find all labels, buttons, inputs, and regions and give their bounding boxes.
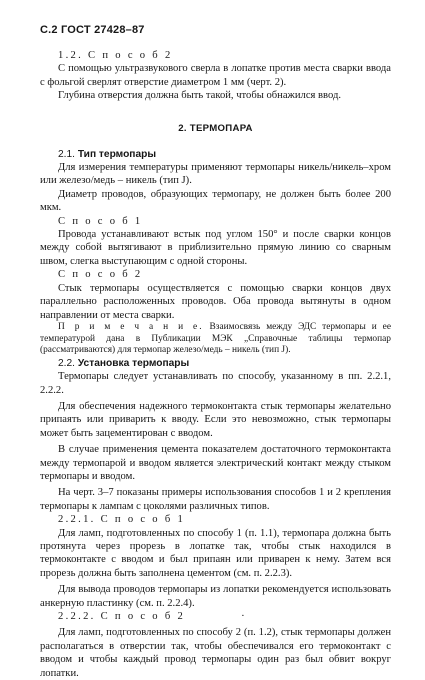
subsection-2-2-1-title: 2.2.1. С п о с о б 1 xyxy=(58,514,186,526)
subsection-2-1-heading xyxy=(40,148,391,161)
subsection-2-2-2-paragraph-1: Для ламп, подготовленных по способу 2 (п. 1.2), стык термопары должен располагаться в отверстии так, чтобы обеспечивался его термоконтакт с вводом и чтобы каждый провод термопары один раз был обвит вокруг лопатки. xyxy=(40,627,391,679)
note-text: Взаимосвязь между ЭДС термопары и ее температурой дана в Публикации МЭК „Справочные таблицы термопар (рассматриваются) для термопар железо/медь – никель (тип J). xyxy=(40,321,392,356)
note-paragraph xyxy=(40,322,391,357)
section-2-title: 2. ТЕРМОПАРА xyxy=(178,122,253,134)
subsection-2-2-1-paragraph-1: Для ламп, подготовленных по способу 1 (п. 1.1), термопара должна быть протянута через прорезь в лопатке так, чтобы стык находился в термоконтакте с вводом и был припаян или приварен к нему. Затем вся прорезь должна быть заполнена цементом (см. п. 2.2.3). xyxy=(40,527,391,579)
page-header: С.2 ГОСТ 27428–87 xyxy=(40,24,145,36)
installation-paragraph-3: В случае применения цемента показателем достаточного термоконтакта между термопарой и вводом является электрический контакт между стыком термопары и вводом. xyxy=(40,444,391,482)
thermocouple-type-paragraph: Для измерения температуры применяют термопары никель/никель–хром или железо/медь – никель (тип J). xyxy=(40,162,391,187)
subsection-2-2-number: 2.2. xyxy=(58,357,75,369)
method-2-text: Стык термопары осуществляется с помощью сварки концов двух параллельно расположенных проводов. Оба провода вытянуты в одном направлении от места сварки. xyxy=(40,282,391,321)
method-2-title: С п о с о б 2 xyxy=(58,269,143,281)
method-1-2-title: 1.2. С п о с о б 2 xyxy=(58,50,173,61)
installation-paragraph-4: На черт. 3–7 показаны примеры использования способов 1 и 2 крепления термопары к лампам с цоколями различных типов. xyxy=(40,487,391,512)
subsection-2-1-number: 2.1. xyxy=(58,148,75,160)
method-1-2-paragraph-2: Глубина отверстия должна быть такой, чтобы обнажился ввод. xyxy=(58,90,342,102)
method-1-text: Провода устанавливают встык под углом 150° и после сварки концов между собой вытягивают в приблизительно прямую линию со сварным швом, слегка выступающим с одной стороны. xyxy=(40,229,391,267)
subsection-2-2-heading xyxy=(40,357,391,370)
subsection-2-2-2-title xyxy=(40,610,391,623)
wire-diameter-paragraph: Диаметр проводов, образующих термопару, не должен быть более 200 мкм. xyxy=(40,188,391,214)
method-1-title: С п о с о б 1 xyxy=(58,215,143,227)
subsection-2-2-1-paragraph-2: Для вывода проводов термопары из лопатки рекомендуется использовать анкерную пластинку (см. п. 2.2.4). xyxy=(40,584,391,609)
stray-dot-mark: · xyxy=(241,611,245,622)
note-label: П р и м е ч а н и е. xyxy=(58,321,204,332)
installation-paragraph-2: Для обеспечения надежного термоконтакта стык термопары желательно припаять или приварить к вводу. Если это невозможно, стык термопары может быть зацементирован с вводом. xyxy=(40,400,391,439)
installation-paragraph-1: Термопары следует устанавливать по способу, указанному в пп. 2.2.1, 2.2.2. xyxy=(40,371,391,396)
subsection-2-2-title: Установка термопары xyxy=(77,357,190,369)
method-1-2-paragraph-1: С помощью ультразвукового сверла в лопатке против места сварки ввода с фольгой сверлят отверстие диаметром 1 мм (черт. 2). xyxy=(40,63,391,88)
subsection-2-1-title: Тип термопары xyxy=(77,148,157,160)
subsection-2-2-2-title-text: 2.2.2. С п о с о б 2 xyxy=(58,611,186,622)
